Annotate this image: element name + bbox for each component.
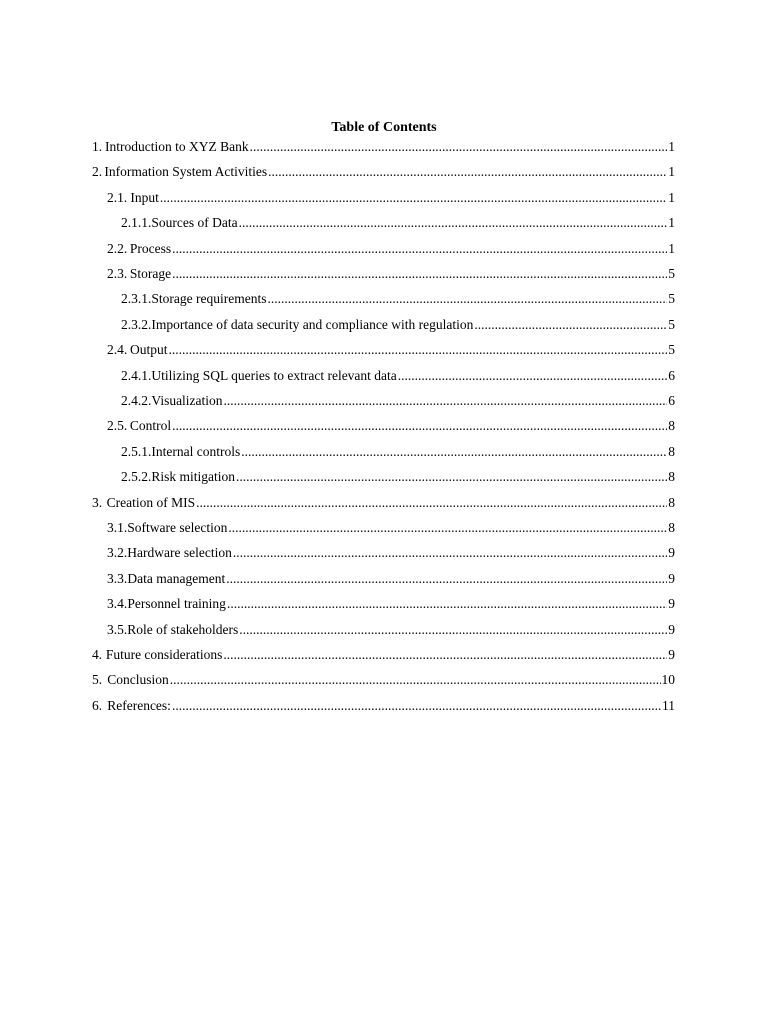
toc-entry-title: Sources of Data [151,215,238,231]
toc-entry-title: Internal controls [151,443,241,459]
toc-entry-title: Conclusion [107,672,169,688]
toc-entry-page-number: 9 [668,545,675,561]
toc-entry-title: Importance of data security and compliance with regulation [151,316,474,332]
toc-entry-number: 1. [92,139,103,154]
toc-dot-leader [196,494,667,512]
toc-entry-number: 2.4.2. [121,393,152,408]
toc-entry[interactable] [107,417,675,435]
toc-entry-page-number: 11 [662,697,675,713]
toc-entry-title: Role of stakeholders [127,621,239,637]
toc-entry[interactable] [121,468,675,486]
toc-entry[interactable] [107,519,675,537]
toc-entry-title: Utilizing SQL queries to extract relevant data [151,367,397,383]
toc-entry-number: 2.1. [107,189,128,205]
toc-entry-number: 3.1. [107,520,128,535]
toc-dot-leader [172,265,667,283]
toc-entry-number: 2.5.2. [121,469,152,485]
toc-entry[interactable] [121,316,675,334]
toc-entry[interactable] [121,367,675,385]
toc-entry-number: 3.4. [107,596,128,612]
toc-entry-page-number: 5 [668,342,675,358]
toc-entry-page-number: 1 [668,189,675,205]
toc-entry-number: 2.3.1. [121,291,152,307]
toc-entry-page-number: 1 [668,139,675,154]
toc-entry[interactable] [107,595,675,613]
toc-dot-leader [239,621,667,639]
toc-entry-title: Data management [127,570,226,586]
toc-entry[interactable] [121,214,675,232]
toc-dot-leader [474,316,667,334]
toc-entry[interactable] [92,138,675,156]
toc-entry-number: 2.4.1. [121,367,152,383]
toc-entry[interactable] [107,341,675,359]
toc-dot-leader [239,214,668,232]
toc-entry-page-number: 9 [668,621,675,637]
toc-entry-number: 2.5.1. [121,443,152,459]
toc-entry[interactable] [107,189,675,207]
toc-dot-leader [236,468,667,486]
toc-entry-page-number: 8 [668,418,675,434]
toc-entry-title: References: [107,697,171,713]
toc-dot-leader [233,544,667,562]
toc-entry-title: Future considerations [105,647,223,662]
toc-entry-page-number: 9 [668,570,675,586]
toc-dot-leader [224,392,668,410]
toc-entry-number: 5. [92,672,103,688]
toc-dot-leader [227,595,667,613]
toc-entry-title: Control [129,418,172,434]
toc-entry-number: 2.2. [107,240,128,256]
toc-dot-leader [160,189,667,207]
toc-entry-number: 2.5. [107,418,128,434]
toc-entry-page-number: 6 [668,367,675,383]
toc-entry-number: 2.3.2. [121,316,152,332]
toc-dot-leader [223,646,667,664]
toc-entry-number: 3.3. [107,570,128,586]
toc-entry-title: Risk mitigation [151,469,236,485]
toc-entry-number: 3.5. [107,621,128,637]
toc-entry-number: 3. [92,494,103,510]
toc-entry-page-number: 8 [668,520,675,535]
toc-entry-page-number: 8 [668,469,675,485]
toc-dot-leader [169,341,668,359]
toc-dot-leader [250,138,668,156]
toc-entry[interactable] [107,240,675,258]
toc-entry-title: Visualization [151,393,223,408]
toc-entry-page-number: 1 [668,215,675,231]
toc-entry-page-number: 1 [668,164,675,180]
toc-dot-leader [170,671,661,689]
toc-entry-page-number: 5 [668,291,675,307]
toc-entry-title: Storage [129,266,172,281]
toc-entry-title: Introduction to XYZ Bank [105,139,249,154]
toc-entry[interactable] [92,494,675,512]
toc-entry[interactable] [92,163,675,181]
toc-entry-number: 2. [92,164,103,180]
toc-entry[interactable] [121,443,675,461]
toc-entry-title: Creation of MIS [106,494,196,510]
toc-entry[interactable] [107,570,675,588]
toc-entry[interactable] [92,697,675,715]
toc-entry[interactable] [92,671,675,689]
toc-dot-leader [241,443,667,461]
toc-entry-number: 6. [92,697,103,713]
toc-entry-number: 2.4. [107,342,128,358]
toc-entry-number: 4. [92,647,103,662]
toc-entry-page-number: 8 [668,494,675,510]
toc-entry[interactable] [107,265,675,283]
toc-entry-page-number: 6 [668,393,675,408]
toc-entry-number: 2.3. [107,266,128,281]
toc-entry-title: Input [130,189,159,205]
toc-entry-page-number: 9 [668,596,675,612]
toc-dot-leader [228,519,667,537]
toc-entry[interactable] [92,646,675,664]
toc-title: Table of Contents [331,120,437,135]
toc-entry[interactable] [107,544,675,562]
toc-entry-number: 3.2. [107,545,128,561]
toc-entry-title: Information System Activities [104,164,268,180]
toc-entry-page-number: 5 [668,266,675,281]
toc-entry-page-number: 5 [668,316,675,332]
toc-entry[interactable] [107,621,675,639]
toc-entry-title: Personnel training [127,596,226,612]
toc-entry-title: Output [130,342,168,358]
toc-entry-title: Hardware selection [127,545,232,561]
toc-entry-title: Software selection [127,520,228,535]
toc-entry-title: Storage requirements [151,291,267,307]
toc-entry-title: Process [129,240,172,256]
toc-entry-page-number: 10 [661,672,675,688]
toc-dot-leader [268,163,667,181]
toc-dot-leader [226,570,667,588]
toc-dot-leader [172,240,667,258]
toc-dot-leader [398,367,667,385]
toc-dot-leader [172,697,661,715]
toc-entry-page-number: 9 [668,647,675,662]
toc-entry[interactable] [121,290,675,308]
toc-entry-number: 2.1.1. [121,215,152,231]
toc-entry[interactable] [121,392,675,410]
toc-dot-leader [267,290,667,308]
toc-dot-leader [172,417,667,435]
toc-entry-page-number: 8 [668,443,675,459]
toc-entry-page-number: 1 [668,240,675,256]
